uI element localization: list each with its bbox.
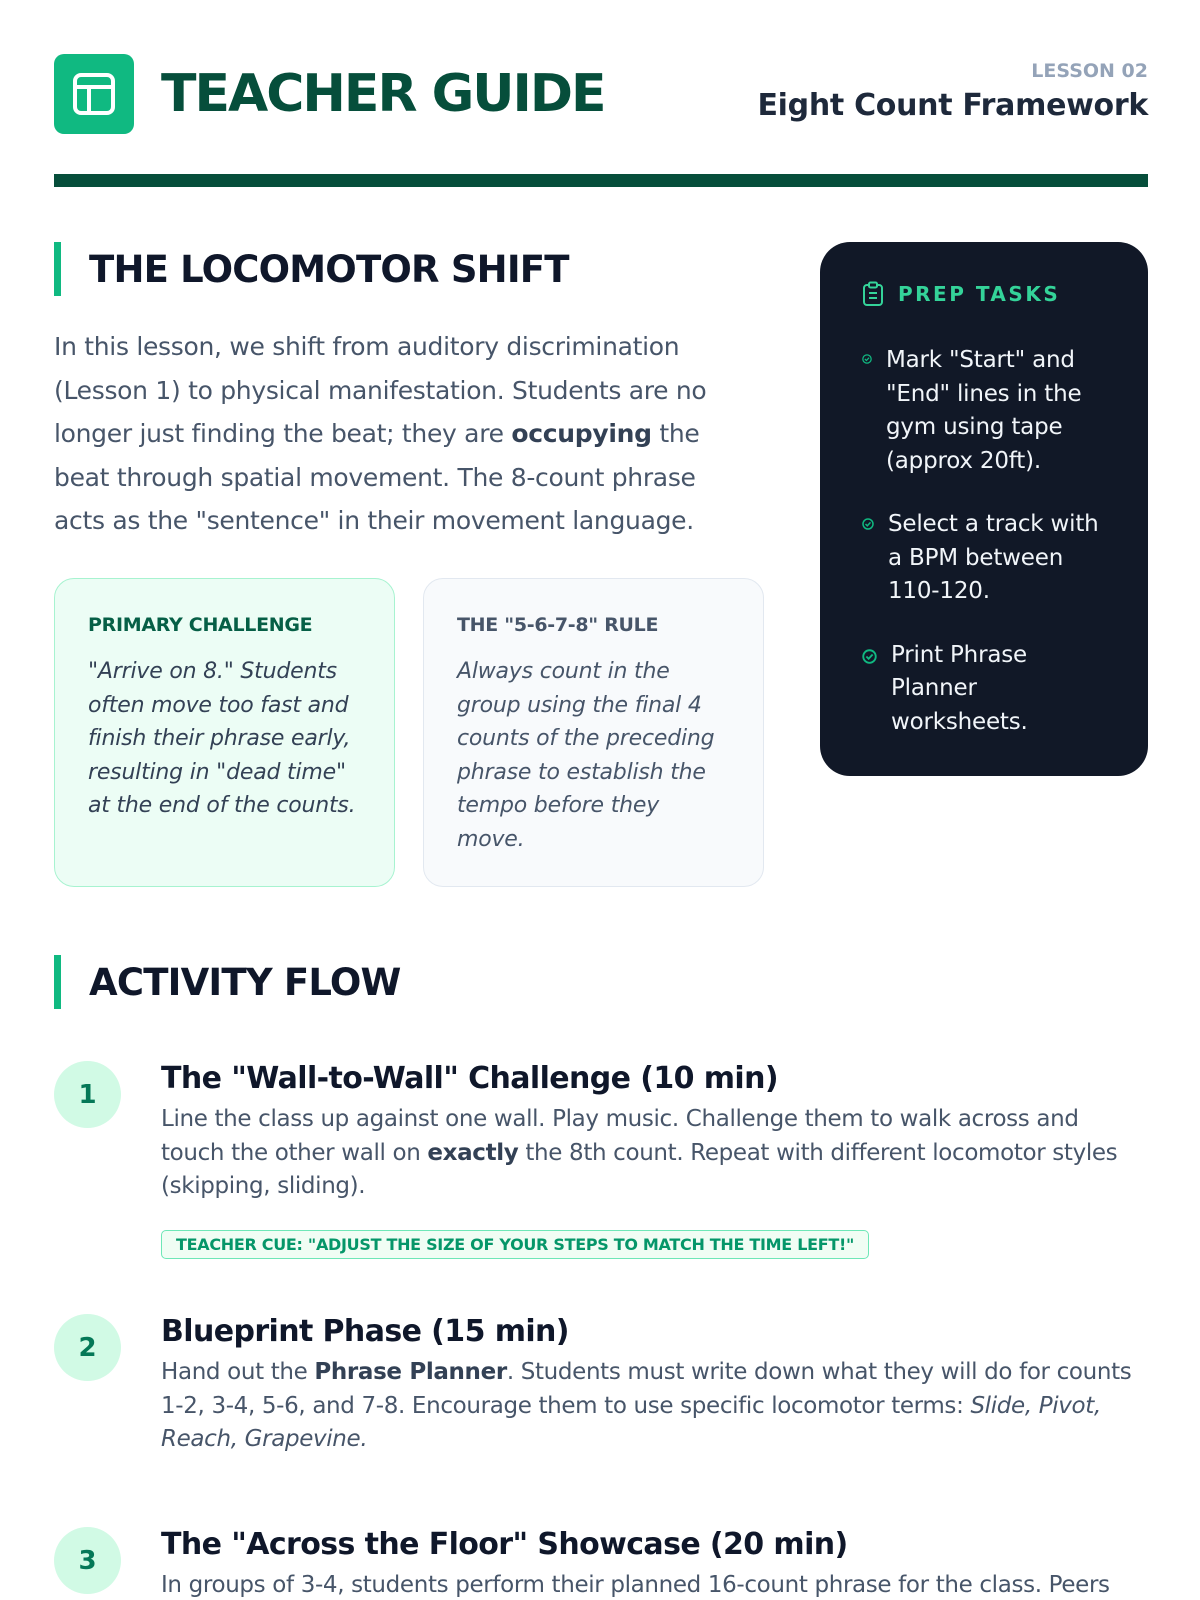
- prep-tasks-panel: [820, 242, 1148, 776]
- prep-item: [862, 639, 1118, 740]
- step-text: the 8th count. Repeat with different locomotor styles (skipping, sliding).: [161, 1139, 1118, 1199]
- card-title: THE "5-6-7-8" RULE: [457, 614, 659, 636]
- logo: [54, 54, 134, 134]
- prep-header: [862, 278, 1118, 310]
- step-title: The "Across the Floor" Showcase (20 min): [161, 1527, 848, 1562]
- step-number-badge: 3: [54, 1527, 121, 1594]
- check-circle-icon: [862, 518, 874, 530]
- primary-challenge-card: [54, 578, 395, 887]
- step-title: Blueprint Phase (15 min): [161, 1314, 569, 1349]
- step-emphasis: exactly: [427, 1139, 519, 1166]
- prep-item: [862, 344, 1118, 478]
- step-text: In groups of 3-4, students perform their planned 16-count phrase for the class. Peers: [161, 1572, 1110, 1598]
- prep-item-text: Select a track with a BPM between 110-120.: [888, 511, 1099, 604]
- intro-paragraph: [54, 325, 744, 543]
- lesson-meta: [757, 60, 1148, 124]
- step-content: [161, 1061, 1148, 1259]
- teacher-cue-badge: TEACHER CUE: "ADJUST THE SIZE OF YOUR STEPS TO MATCH THE TIME LEFT!": [161, 1230, 869, 1259]
- check-circle-icon: [862, 649, 877, 664]
- check-circle-icon: [862, 354, 872, 364]
- prep-list: [862, 344, 1118, 739]
- count-rule-card: [423, 578, 764, 887]
- intro-text: the beat through spatial movement. The 8-count phrase acts as the "sentence" in their movement language.: [54, 419, 700, 535]
- page-header: [54, 54, 1148, 134]
- section-accent-bar: [54, 955, 61, 1009]
- prep-item: [862, 508, 1118, 609]
- prep-item-text: Print Phrase Planner worksheets.: [891, 641, 1028, 735]
- step-terms: Slide, Pivot, Reach, Grapevine.: [161, 1392, 1101, 1452]
- clipboard-icon: [862, 281, 884, 307]
- lesson-title: Eight Count Framework: [757, 88, 1148, 123]
- card-body: Always count in the group using the final 4 counts of the preceding phrase to establish the tempo before they move.: [457, 659, 715, 852]
- step-text: Line the class up against one wall. Play music. Challenge them to walk across and touch the other wall on: [161, 1106, 1079, 1166]
- step-emphasis: Phrase Planner: [314, 1359, 507, 1385]
- step-text: Hand out the: [161, 1359, 315, 1385]
- step-body: [161, 1569, 1148, 1600]
- step-body: [161, 1103, 1148, 1204]
- brand-title: TEACHER GUIDE: [161, 64, 605, 124]
- prep-item-text: Mark "Start" and "End" lines in the gym using tape (approx 20ft).: [886, 347, 1082, 474]
- card-body: "Arrive on 8." Students often move too fast and finish their phrase early, resulting in "dead time" at the end of the counts.: [88, 659, 356, 818]
- step-content: [161, 1527, 1148, 1600]
- section-title: THE LOCOMOTOR SHIFT: [89, 247, 569, 291]
- layout-icon: [71, 71, 117, 117]
- section-accent-bar: [54, 242, 61, 296]
- step-body: [161, 1356, 1148, 1457]
- intro-text: In this lesson, we shift from auditory discrimination (Lesson 1) to physical manifestation. Students are no longer just finding the beat; they are: [54, 332, 707, 448]
- intro-emphasis: occupying: [511, 419, 652, 448]
- header-divider: [54, 174, 1148, 187]
- prep-title: PREP TASKS: [898, 282, 1061, 306]
- step-text: . Students must write down what they will do for counts 1-2, 3-4, 5-6, and 7-8. Encourage them to use specific locomotor terms:: [161, 1359, 1132, 1419]
- section-heading-activity: [54, 955, 401, 1009]
- section-heading-locomotor: [54, 242, 569, 296]
- section-title: ACTIVITY FLOW: [89, 960, 401, 1004]
- step-number-badge: 1: [54, 1061, 121, 1128]
- step-number-badge: 2: [54, 1314, 121, 1381]
- lesson-number: LESSON 02: [1031, 60, 1148, 82]
- step-content: [161, 1314, 1148, 1457]
- card-title: PRIMARY CHALLENGE: [88, 614, 313, 636]
- step-title: The "Wall-to-Wall" Challenge (10 min): [161, 1061, 778, 1096]
